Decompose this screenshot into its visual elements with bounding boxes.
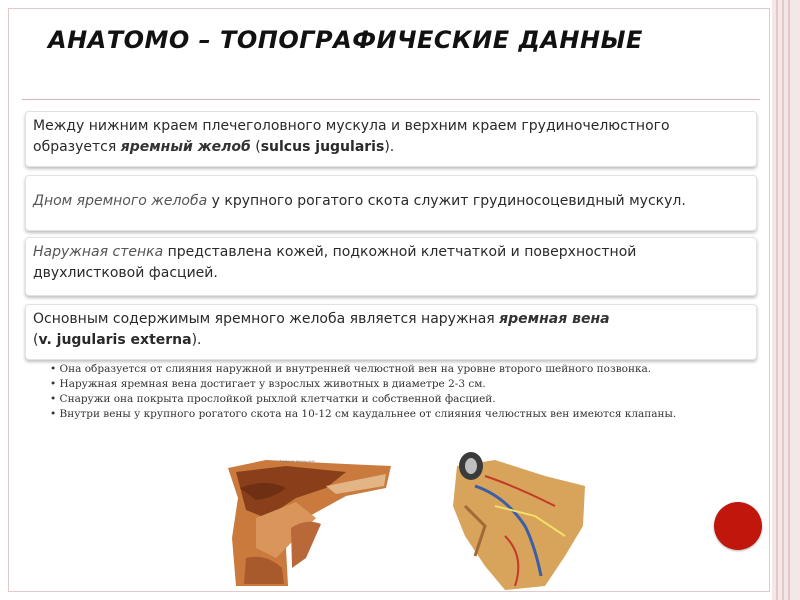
info-card-3 <box>25 237 757 296</box>
latin-term-sulcus: sulcus jugularis <box>260 139 385 155</box>
card-3-line-2: двухлистковой фасцией. <box>33 265 218 281</box>
card-4-line-1 <box>33 309 749 330</box>
card-3-emphasis: Наружная стенка <box>33 244 164 260</box>
term-vena: яремная вена <box>499 311 610 327</box>
bullet-item: • Наружная яремная вена достигает у взрослых животных в диаметре 2-3 см. <box>50 377 676 392</box>
slide-title: АНАТОМО – ТОПОГРАФИЧЕСКИЕ ДАННЫЕ <box>48 26 643 54</box>
title-divider <box>22 99 760 100</box>
info-card-1 <box>25 111 757 167</box>
info-card-4 <box>25 304 757 360</box>
image-caption: Глубокие мышцы шеи <box>280 459 316 463</box>
anatomy-illustration-veins-icon <box>445 446 587 591</box>
decorative-stripe <box>772 0 800 600</box>
card-3-text: представлена кожей, подкожной клетчаткой и поверхностной <box>163 244 637 260</box>
card-3-line-1 <box>33 242 749 263</box>
anatomy-illustration-muscles-icon <box>226 458 393 588</box>
latin-term-vena: v. jugularis externa <box>38 332 192 348</box>
card-4-line-2 <box>33 330 749 351</box>
card-4-text: Основным содержимым яремного желоба является наружная <box>33 311 500 327</box>
bullet-item: • Она образуется от слияния наружной и внутренней челюстной вен на уровне второго шейного позвонка. <box>50 362 676 377</box>
card-1-line-2 <box>33 137 749 158</box>
bullet-item: • Снаружи она покрыта прослойкой рыхлой клетчатки и собственной фасцией. <box>50 392 676 407</box>
bullet-item: • Внутри вены у крупного рогатого скота на 10-12 см каудальнее от слияния челюстных вен имеются клапаны. <box>50 407 676 422</box>
bullet-list <box>50 362 676 422</box>
card-1-text: образуется <box>33 139 121 155</box>
card-1-close: ). <box>384 139 395 155</box>
card-2-emphasis: Дном яремного желоба <box>33 193 208 209</box>
card-1-paren: ( <box>250 139 261 155</box>
term-sulcus: яремный желоб <box>120 139 251 155</box>
card-2-text: у крупного рогатого скота служит грудиносоцевидный мускул. <box>207 193 686 209</box>
red-circle-decoration-icon <box>714 502 762 550</box>
info-card-2 <box>25 175 757 231</box>
card-4-paren: ( <box>33 332 39 348</box>
card-1-line-1: Между нижним краем плечеголовного мускула и верхним краем грудиночелюстного <box>33 118 670 134</box>
card-4-close: ). <box>191 332 202 348</box>
